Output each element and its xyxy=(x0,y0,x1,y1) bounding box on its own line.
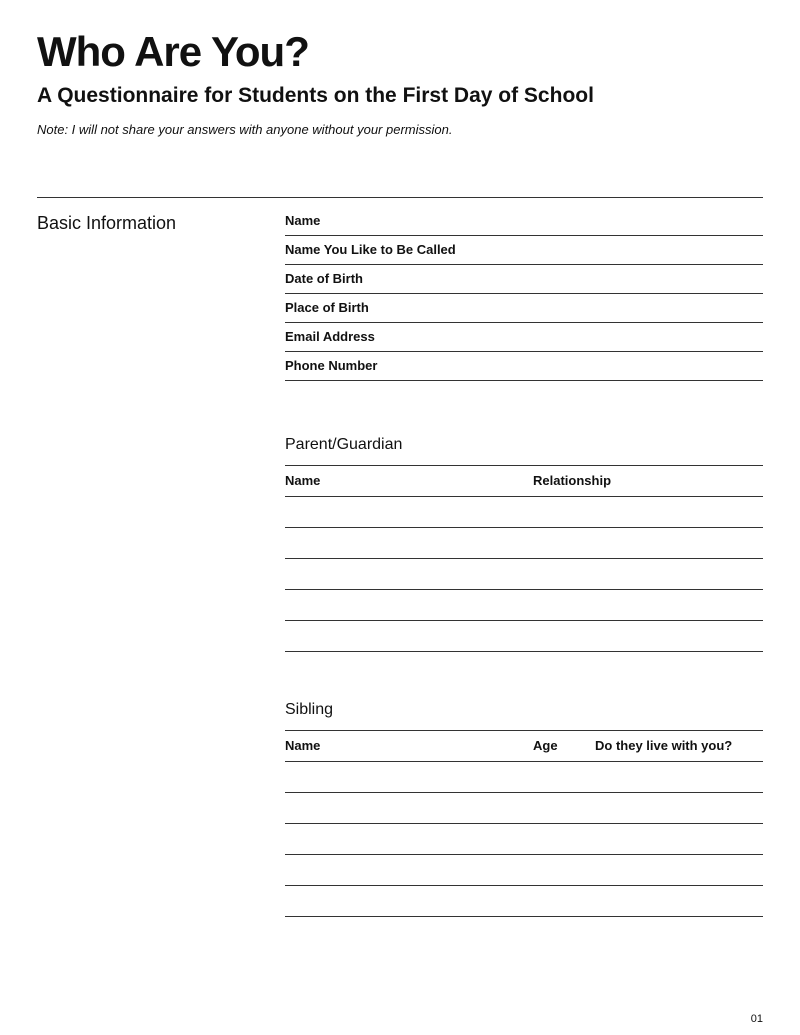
privacy-note: Note: I will not share your answers with anyone without your permission. xyxy=(37,122,453,137)
section-divider xyxy=(37,197,763,198)
field-label: Place of Birth xyxy=(285,300,369,315)
page-title: Who Are You? xyxy=(37,28,309,75)
table-row[interactable] xyxy=(285,497,763,528)
table-row[interactable] xyxy=(285,886,763,917)
field-label: Phone Number xyxy=(285,358,378,373)
column-header-name: Name xyxy=(285,738,321,753)
parent-guardian-table xyxy=(285,465,763,652)
sibling-table xyxy=(285,730,763,917)
field-label: Date of Birth xyxy=(285,271,363,286)
place-of-birth-field[interactable] xyxy=(285,294,763,323)
basic-information-label: Basic Information xyxy=(37,213,177,233)
column-header-relationship: Relationship xyxy=(533,473,612,488)
field-label: Email Address xyxy=(285,329,375,344)
basic-information-fields xyxy=(285,207,763,381)
table-row[interactable] xyxy=(285,621,763,652)
page-subtitle: A Questionnaire for Students on the First Day of School xyxy=(37,84,594,107)
sibling-title: Sibling xyxy=(285,701,334,718)
field-label: Name xyxy=(285,213,321,228)
table-row[interactable] xyxy=(285,559,763,590)
table-row[interactable] xyxy=(285,590,763,621)
table-header xyxy=(285,731,763,762)
name-field[interactable] xyxy=(285,207,763,236)
column-header-lives-with-you: Do they live with you? xyxy=(595,738,733,753)
table-row[interactable] xyxy=(285,528,763,559)
email-address-field[interactable] xyxy=(285,323,763,352)
table-row[interactable] xyxy=(285,762,763,793)
parent-guardian-title: Parent/Guardian xyxy=(285,436,403,453)
preferred-name-field[interactable] xyxy=(285,236,763,265)
page-number: 01 xyxy=(750,1013,763,1025)
table-row[interactable] xyxy=(285,793,763,824)
table-header xyxy=(285,466,763,497)
table-row[interactable] xyxy=(285,855,763,886)
column-header-name: Name xyxy=(285,473,321,488)
field-label: Name You Like to Be Called xyxy=(285,242,456,257)
column-header-age: Age xyxy=(533,738,558,753)
date-of-birth-field[interactable] xyxy=(285,265,763,294)
phone-number-field[interactable] xyxy=(285,352,763,381)
table-row[interactable] xyxy=(285,824,763,855)
